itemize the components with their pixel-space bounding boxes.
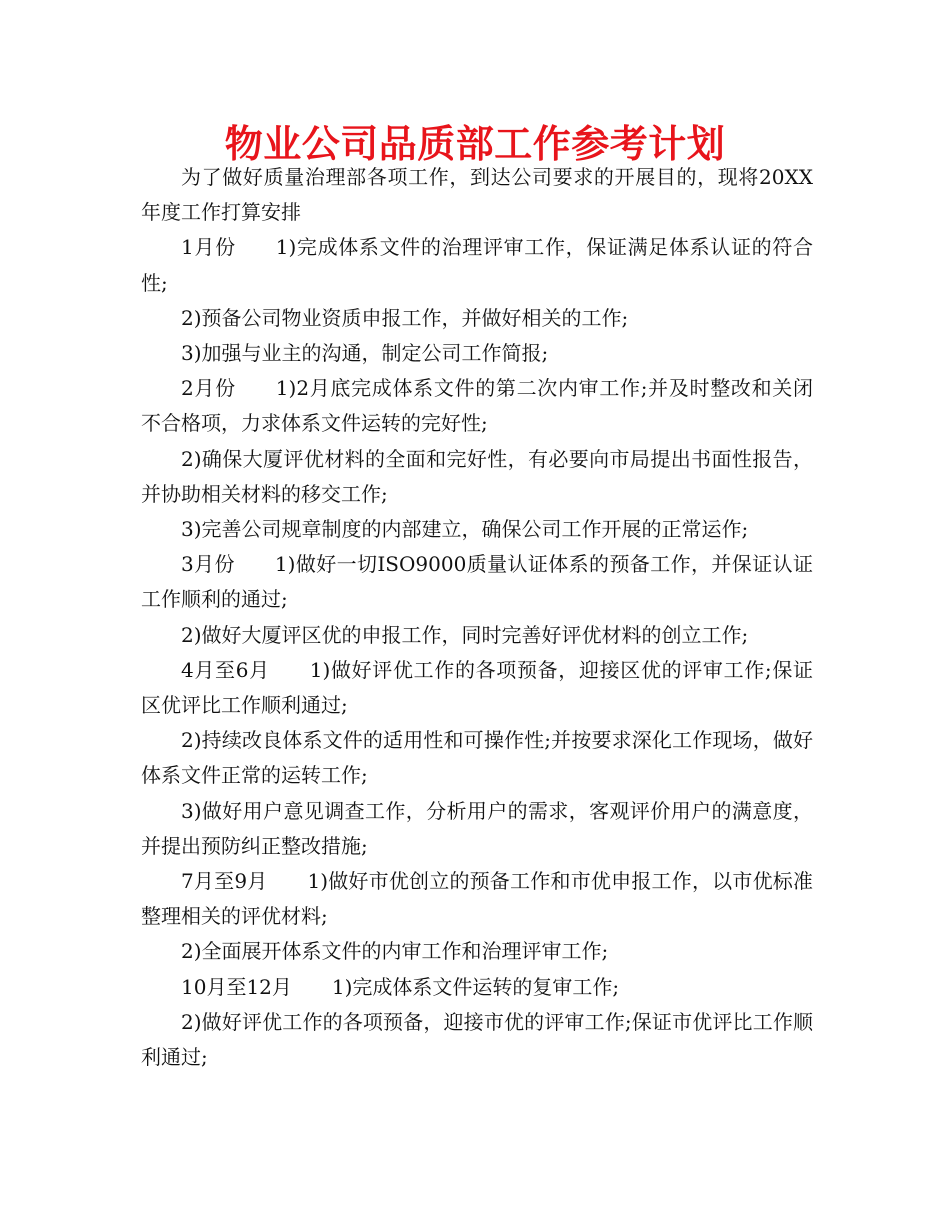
document-body bbox=[141, 160, 813, 1075]
paragraph-jan-item-2: 2)预备公司物业资质申报工作，并做好相关的工作; bbox=[181, 305, 629, 330]
paragraph-intro: 为了做好质量治理部各项工作，到达公司要求的开展目的，现将20XX年度工作打算安排 bbox=[141, 165, 813, 225]
paragraph-oct-dec-item-2: 2)做好评优工作的各项预备，迎接市优的评审工作;保证市优评比工作顺利通过; bbox=[141, 1009, 813, 1070]
document-title: 物业公司品质部工作参考计划 bbox=[224, 122, 726, 166]
paragraph-apr-jun-item-2: 2)持续改良体系文件的适用性和可操作性;并按要求深化工作现场，做好体系文件正常的运转工作; bbox=[141, 728, 813, 788]
paragraph-feb-item-3: 3)完善公司规章制度的内部建立，确保公司工作开展的正常运作; bbox=[181, 517, 749, 542]
paragraph-jul-sep-item-2: 2)全面展开体系文件的内审工作和治理评审工作; bbox=[181, 939, 609, 964]
paragraph-jan-item-3: 3)加强与业主的沟通，制定公司工作简报; bbox=[181, 341, 549, 366]
paragraph-feb-item-2: 2)确保大厦评优材料的全面和完好性，有必要向市局提出书面性报告，并协助相关材料的移交工作; bbox=[141, 446, 813, 506]
paragraph-mar-item-1: 3月份 1)做好一切ISO9000质量认证体系的预备工作，并保证认证工作顺利的通过; bbox=[141, 552, 813, 612]
paragraph-oct-dec-item-1: 10月至12月 1)完成体系文件运转的复审工作; bbox=[181, 974, 620, 999]
paragraph-feb-item-1: 2月份 1)2月底完成体系文件的第二次内审工作;并及时整改和关闭不合格项，力求体系文件运转的完好性; bbox=[141, 376, 813, 436]
paragraph-jan-item-1: 1月份 1)完成体系文件的治理评审工作，保证满足体系认证的符合性; bbox=[141, 235, 813, 295]
paragraph-jul-sep-item-1: 7月至9月 1)做好市优创立的预备工作和市优申报工作，以市优标准整理相关的评优材料; bbox=[141, 869, 813, 929]
paragraph-apr-jun-item-3: 3)做好用户意见调查工作，分析用户的需求，客观评价用户的满意度，并提出预防纠正整改措施; bbox=[141, 798, 813, 858]
paragraph-apr-jun-item-1: 4月至6月 1)做好评优工作的各项预备，迎接区优的评审工作;保证区优评比工作顺利通过; bbox=[141, 657, 813, 718]
paragraph-mar-item-2: 2)做好大厦评区优的申报工作，同时完善好评优材料的创立工作; bbox=[181, 622, 749, 647]
